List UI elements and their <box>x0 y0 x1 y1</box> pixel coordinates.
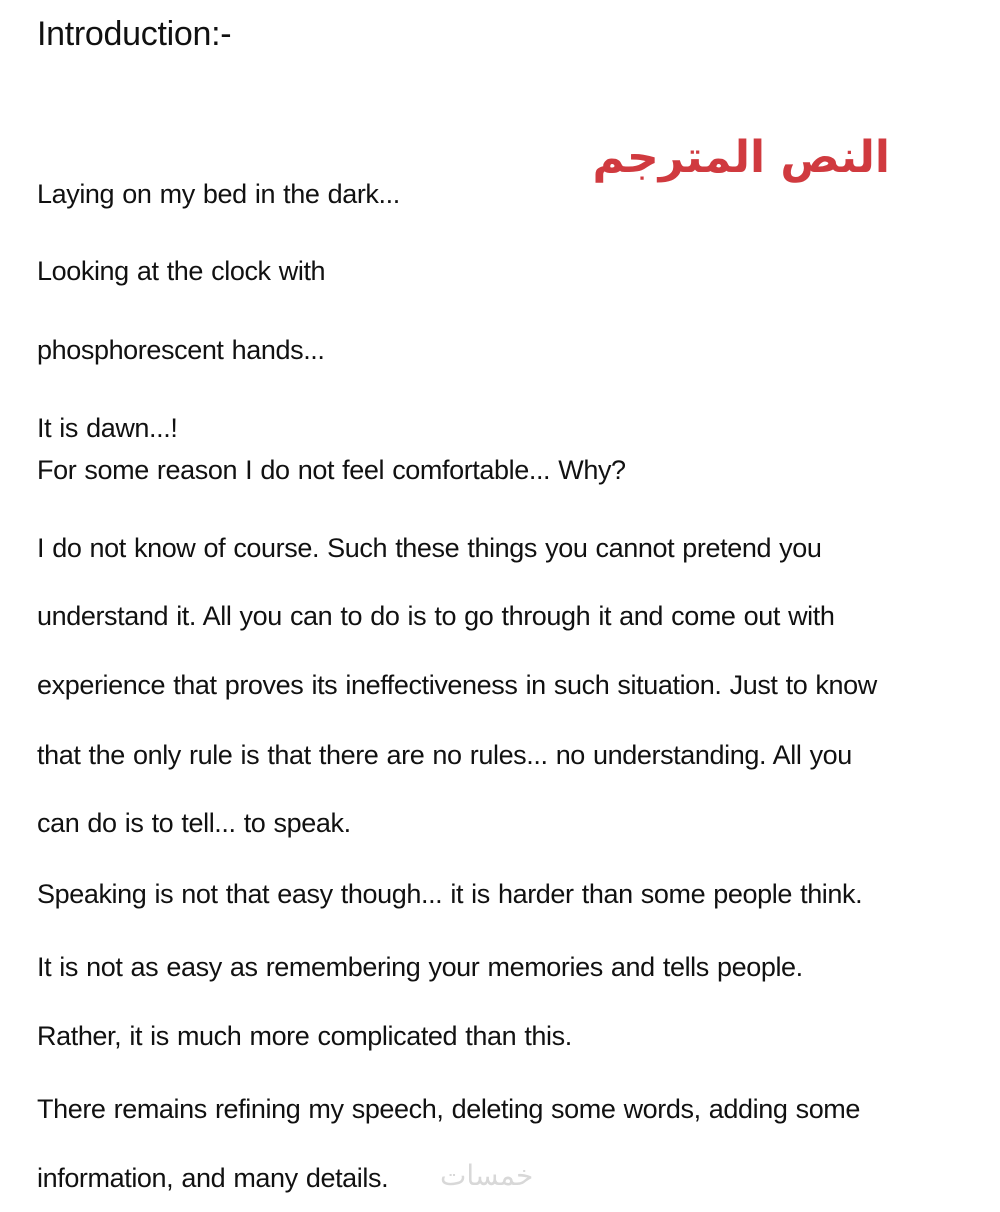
text-line: For some reason I do not feel comfortable... Why? <box>37 455 626 485</box>
text-line: that the only rule is that there are no rules... no understanding. All you <box>37 740 852 770</box>
text-line: phosphorescent hands... <box>37 335 325 365</box>
text-line: information, and many details. <box>37 1163 389 1193</box>
text-line: Looking at the clock with <box>37 256 326 286</box>
text-line: There remains refining my speech, deleting some words, adding some <box>37 1094 861 1124</box>
text-line: It is not as easy as remembering your memories and tells people. <box>37 952 803 982</box>
text-line: Speaking is not that easy though... it is harder than some people think. <box>37 879 863 909</box>
translated-text-label: النص المترجم <box>592 132 890 183</box>
text-line: Rather, it is much more complicated than this. <box>37 1021 572 1051</box>
section-heading: Introduction:- <box>37 15 232 53</box>
text-line: I do not know of course. Such these things you cannot pretend you <box>37 533 822 563</box>
text-line: It is dawn...! <box>37 413 178 443</box>
text-line: understand it. All you can to do is to go through it and come out with <box>37 601 835 631</box>
khamsat-watermark: خمسات <box>440 1159 534 1192</box>
text-line: can do is to tell... to speak. <box>37 808 351 838</box>
text-line: experience that proves its ineffectiveness in such situation. Just to know <box>37 670 877 700</box>
text-line: Laying on my bed in the dark... <box>37 179 400 209</box>
